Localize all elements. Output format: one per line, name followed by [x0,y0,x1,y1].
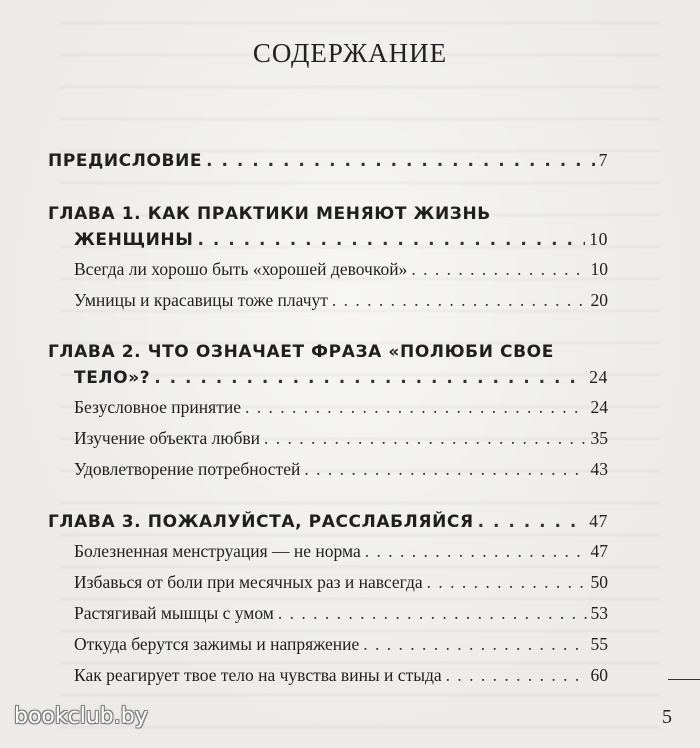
toc-entry-chapter-1 [74,229,608,250]
chapter-1-heading-line1: ГЛАВА 1. КАК ПРАКТИКИ МЕНЯЮТ ЖИЗНЬ [48,204,491,224]
toc-entry-page: 43 [590,459,608,479]
toc-entry-page: 50 [590,572,608,592]
leader-dots [411,259,586,280]
toc-entry-section [74,290,608,311]
chapter-3-heading: ГЛАВА 3. ПОЖАЛУЙСТА, РАССЛАБЛЯЙСЯ [48,512,474,532]
chapter-1-heading-line2: ЖЕНЩИНЫ [74,230,194,250]
toc-entry-page: 53 [590,603,608,623]
toc-entry-section [74,397,608,418]
leader-dots [197,230,585,250]
toc-entry-chapter-3 [48,511,608,532]
toc-entry-label: Как реагирует твое тело на чувства вины и стыда [74,665,442,685]
leader-dots [363,634,586,655]
toc-entry-label: ПРЕДИСЛОВИЕ [48,151,203,171]
leader-dots [154,368,585,388]
toc-entry-section [74,459,608,480]
toc-entry-page: 47 [590,541,608,561]
toc-entry-section [74,665,608,686]
toc-entry-page: 7 [598,150,608,170]
toc-entry-label: Всегда ли хорошо быть «хорошей девочкой» [74,259,408,279]
leader-dots [278,603,587,624]
page-title: СОДЕРЖАНИЕ [252,38,448,68]
watermark: bookclub.by [14,704,148,729]
leader-dots [206,151,595,171]
toc-entry-section [74,572,608,593]
toc-entry-section [74,259,608,280]
toc-entry-section [74,603,608,624]
toc-entry-preface [48,150,608,171]
leader-dots [264,428,586,449]
toc-entry-chapter-2 [74,367,608,388]
toc-entry-label: Удовлетворение потребностей [74,459,301,479]
leader-dots [427,572,587,593]
toc-entry-page: 20 [590,290,608,310]
toc-entry-section [74,634,608,655]
folio-rule [668,679,700,680]
toc-entry-label: Откуда берутся зажимы и напряжение [74,634,360,654]
toc-entry-page: 35 [590,428,608,448]
toc-entry-page: 55 [590,634,608,654]
page-number: 5 [662,706,672,728]
leader-dots [304,459,586,480]
toc-entry-label: Изучение объекта любви [74,428,261,448]
toc-entry-page: 10 [590,259,608,279]
toc-entry-label: Растягивай мышцы с умом [74,603,274,623]
toc-entry-label: Болезненная менструация — не норма [74,541,361,561]
leader-dots [446,665,587,686]
leader-dots [365,541,587,562]
toc-entry-page: 47 [589,511,608,531]
chapter-2-heading-line2: ТЕЛО»? [74,368,151,388]
toc-entry-page: 10 [589,229,608,249]
toc-entry-section [74,428,608,449]
leader-dots [332,290,587,311]
toc-entry-label: Безусловное принятие [74,397,241,417]
toc-entry-section [74,541,608,562]
chapter-2-heading-line1: ГЛАВА 2. ЧТО ОЗНАЧАЕТ ФРАЗА «ПОЛЮБИ СВОЕ [48,342,554,362]
toc-entry-label: Умницы и красавицы тоже плачут [74,290,328,310]
toc-entry-label: Избавься от боли при месячных раз и навсегда [74,572,423,592]
leader-dots [245,397,587,418]
leader-dots [478,512,586,532]
toc-entry-page: 24 [589,367,608,387]
toc-entry-page: 24 [590,397,608,417]
toc-entry-page: 60 [590,665,608,685]
